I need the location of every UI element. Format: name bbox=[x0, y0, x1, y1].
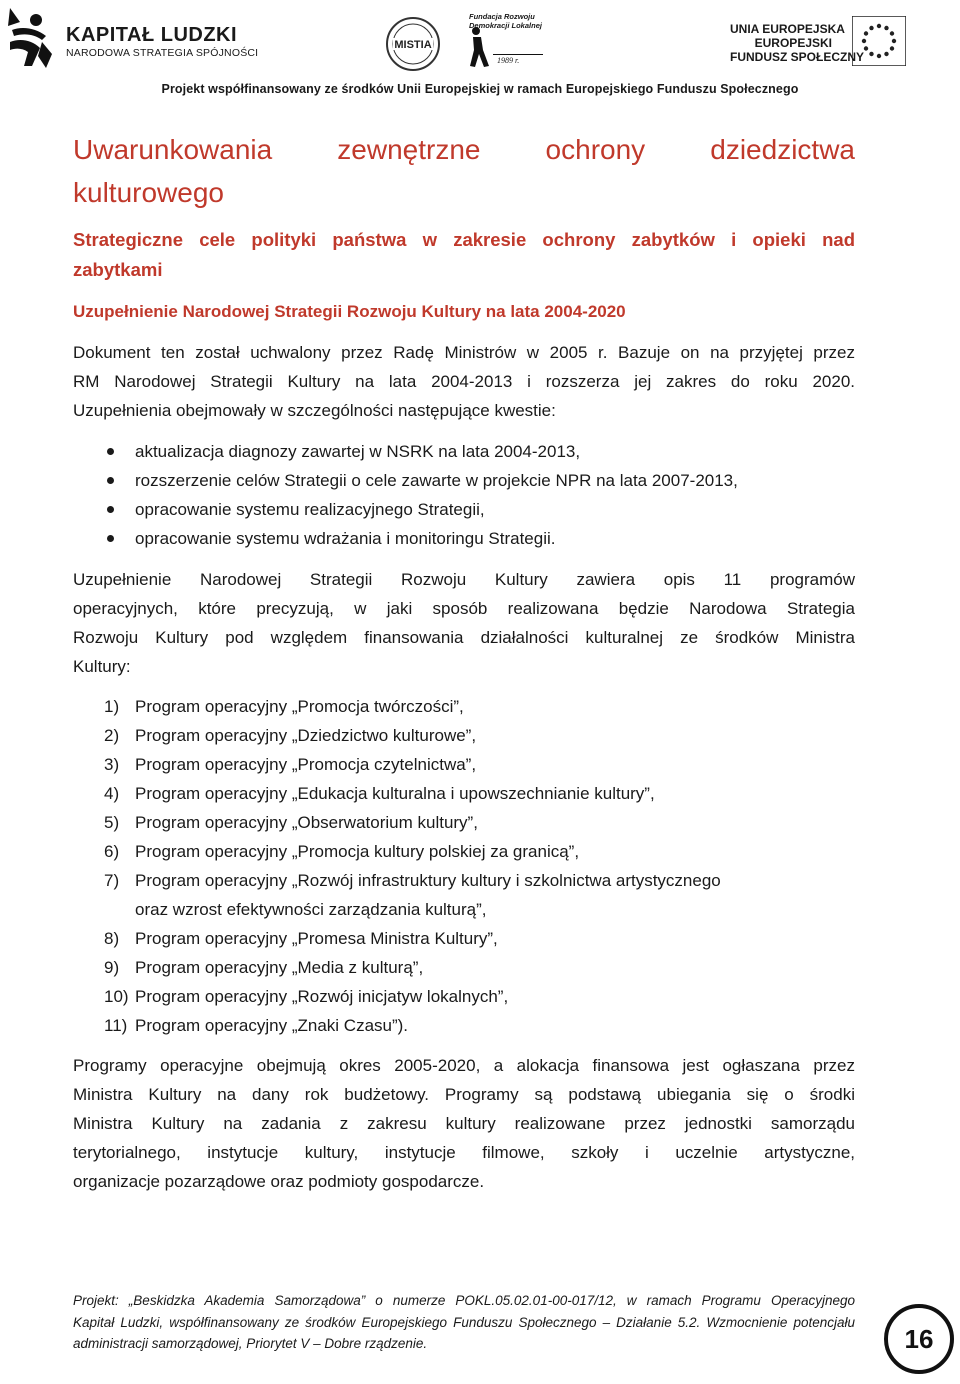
bullet-dot-icon bbox=[107, 448, 114, 455]
eu-star-icon bbox=[877, 54, 881, 58]
program-number: 6) bbox=[104, 842, 120, 861]
program-item bbox=[104, 866, 864, 895]
program-number: 3) bbox=[104, 755, 120, 774]
program-number: 11) bbox=[104, 1016, 128, 1035]
page-footer bbox=[73, 1290, 855, 1355]
ue-line-2: EUROPEJSKI bbox=[754, 36, 832, 50]
footer-line: Kapitał Ludzki, współfinansowany ze środków Europejskiego Funduszu Społecznego – Działanie 5.2. Wzmocnienie potencjału bbox=[73, 1314, 855, 1330]
program-item bbox=[104, 1011, 864, 1040]
bullet-text: rozszerzenie celów Strategii o cele zawarte w projekcie NPR na lata 2007-2013, bbox=[135, 471, 738, 490]
eu-star-icon bbox=[877, 24, 881, 28]
page-title bbox=[73, 128, 855, 214]
paragraph-programs-intro bbox=[73, 565, 855, 681]
title-line: kulturowego bbox=[73, 177, 224, 208]
program-text: Program operacyjny „Promocja kultury polskiej za granicą”, bbox=[135, 842, 580, 861]
kl-title: KAPITAŁ LUDZKI bbox=[66, 24, 238, 46]
section-subtitle bbox=[73, 225, 855, 285]
frdl-logo bbox=[455, 12, 545, 67]
paragraph-closing bbox=[73, 1051, 855, 1196]
program-text-continuation: oraz wzrost efektywności zarządzania kulturą”, bbox=[135, 900, 487, 919]
eu-star-icon bbox=[869, 26, 873, 30]
kapital-ludzki-wordmark bbox=[66, 24, 258, 60]
paragraph-line: Rozwoju Kultury pod względem finansowania działalności kulturalnej ze środków Ministra bbox=[73, 628, 855, 647]
eu-star-icon bbox=[864, 46, 868, 50]
program-text: Program operacyjny „Dziedzictwo kulturowe”, bbox=[135, 726, 477, 745]
program-item bbox=[104, 779, 864, 808]
paragraph-line: Dokument ten został uchwalony przez Radę Ministrów w 2005 r. Bazuje on na przyjętej przez bbox=[73, 343, 855, 362]
bullet-item bbox=[73, 437, 855, 466]
paragraph-line: terytorialnego, instytucje kultury, instytucje filmowe, szkoły i uczelnie artystyczne, bbox=[73, 1143, 855, 1162]
eu-flag-icon bbox=[852, 16, 906, 66]
program-item bbox=[104, 982, 864, 1011]
program-item bbox=[104, 924, 864, 953]
program-text: Program operacyjny „Promesa Ministra Kultury”, bbox=[135, 929, 498, 948]
bullet-item bbox=[73, 524, 855, 553]
bullet-text: opracowanie systemu wdrażania i monitoringu Strategii. bbox=[135, 529, 556, 548]
program-number: 1) bbox=[104, 697, 120, 716]
eu-star-icon bbox=[869, 52, 873, 56]
footer-line: Projekt: „Beskidzka Akademia Samorządowa” o numerze POKL.05.02.01-00-017/12, w ramach Programu Operacyjnego bbox=[73, 1293, 855, 1308]
paragraph-intro bbox=[73, 338, 855, 425]
program-text: Program operacyjny „Media z kulturą”, bbox=[135, 958, 424, 977]
mistia-label: MISTIA bbox=[394, 39, 432, 51]
walking-figure-icon bbox=[467, 26, 493, 70]
page-header bbox=[0, 0, 960, 100]
frdl-name-2: Demokracji Lokalnej bbox=[469, 21, 542, 30]
program-text: Program operacyjny „Rozwój infrastruktury kultury i szkolnictwa artystycznego bbox=[135, 871, 721, 890]
bullet-item bbox=[73, 466, 855, 495]
program-number: 7) bbox=[104, 871, 120, 890]
kl-subtitle: NARODOWA STRATEGIA SPÓJNOŚCI bbox=[66, 47, 259, 59]
paragraph-line: Programy operacyjne obejmują okres 2005-2020, a alokacja finansowa jest ogłaszana przez bbox=[73, 1056, 855, 1075]
page-number: 16 bbox=[884, 1304, 954, 1374]
program-number: 8) bbox=[104, 929, 120, 948]
ue-line-1: UNIA EUROPEJSKA bbox=[730, 22, 845, 36]
eu-star-icon bbox=[884, 26, 888, 30]
program-text: Program operacyjny „Obserwatorium kultury”, bbox=[135, 813, 478, 832]
program-number: 10) bbox=[104, 987, 129, 1006]
program-list bbox=[104, 692, 864, 1040]
program-text: Program operacyjny „Rozwój inicjatyw lokalnych”, bbox=[135, 987, 509, 1006]
program-number: 5) bbox=[104, 813, 120, 832]
eu-star-icon bbox=[884, 52, 888, 56]
program-number: 2) bbox=[104, 726, 120, 745]
footer-line: administracji samorządowej, Priorytet V – Dobre rządzenie. bbox=[73, 1336, 428, 1351]
bullet-dot-icon bbox=[107, 477, 114, 484]
frdl-year: 1989 r. bbox=[497, 56, 520, 65]
program-item bbox=[104, 953, 864, 982]
bullet-dot-icon bbox=[107, 535, 114, 542]
program-item bbox=[104, 692, 864, 721]
paragraph-line: Ministra Kultury na dany rok budżetowy. Programy są podstawą ubiegania się o środki bbox=[73, 1085, 855, 1104]
paragraph-line: organizacje pozarządowe oraz podmioty gospodarcze. bbox=[73, 1172, 485, 1191]
eu-star-icon bbox=[892, 39, 896, 43]
subtitle-line: zabytkami bbox=[73, 259, 163, 280]
program-number: 9) bbox=[104, 958, 120, 977]
program-number: 4) bbox=[104, 784, 120, 803]
bullet-dot-icon bbox=[107, 506, 114, 513]
eu-star-icon bbox=[864, 31, 868, 35]
paragraph-line: RM Narodowej Strategii Kultury na lata 2004-2013 i rozszerza jej zakres do roku 2020. bbox=[73, 372, 855, 391]
cofinancing-line: Projekt współfinansowany ze środków Unii Europejskiej w ramach Europejskiego Funduszu Społecznego bbox=[161, 82, 799, 96]
paragraph-line: operacyjnych, które precyzują, w jaki sposób realizowana będzie Narodowa Strategia bbox=[73, 599, 855, 618]
mistia-logo-icon bbox=[385, 16, 441, 72]
program-item bbox=[104, 837, 864, 866]
ue-line-3: FUNDUSZ SPOŁECZNY bbox=[730, 50, 865, 64]
paragraph-line: Kultury: bbox=[73, 657, 131, 676]
program-text: Program operacyjny „Edukacja kulturalna i upowszechnianie kultury”, bbox=[135, 784, 655, 803]
eu-star-icon bbox=[890, 31, 894, 35]
program-text: Program operacyjny „Znaki Czasu”). bbox=[135, 1016, 409, 1035]
eu-star-icon bbox=[890, 46, 894, 50]
title-line: Uwarunkowania zewnętrzne ochrony dziedzictwa bbox=[73, 134, 855, 165]
eu-star-icon bbox=[862, 39, 866, 43]
paragraph-line: Ministra Kultury na zadania z zakresu kultury realizowane przez jednostki samorządu bbox=[73, 1114, 855, 1133]
ue-wordmark bbox=[730, 22, 865, 64]
program-text: Program operacyjny „Promocja twórczości”, bbox=[135, 697, 464, 716]
subtitle-line: Strategiczne cele polityki państwa w zakresie ochrony zabytków i opieki nad bbox=[73, 229, 855, 250]
paragraph-line: Uzupełnienia obejmowały w szczególności następujące kwestie: bbox=[73, 401, 556, 420]
frdl-name-1: Fundacja Rozwoju bbox=[469, 12, 535, 21]
bullet-text: opracowanie systemu realizacyjnego Strategii, bbox=[135, 500, 485, 519]
frdl-rule bbox=[493, 54, 543, 55]
kapital-ludzki-logo-icon bbox=[6, 6, 54, 70]
program-item bbox=[104, 721, 864, 750]
program-item bbox=[104, 750, 864, 779]
section-subheading: Uzupełnienie Narodowej Strategii Rozwoju Kultury na lata 2004-2020 bbox=[73, 302, 626, 321]
bullet-list bbox=[73, 437, 855, 553]
program-text: Program operacyjny „Promocja czytelnictwa”, bbox=[135, 755, 477, 774]
bullet-item bbox=[73, 495, 855, 524]
paragraph-line: Uzupełnienie Narodowej Strategii Rozwoju Kultury zawiera opis 11 programów bbox=[73, 570, 855, 589]
bullet-text: aktualizacja diagnozy zawartej w NSRK na lata 2004-2013, bbox=[135, 442, 581, 461]
program-item bbox=[104, 808, 864, 837]
